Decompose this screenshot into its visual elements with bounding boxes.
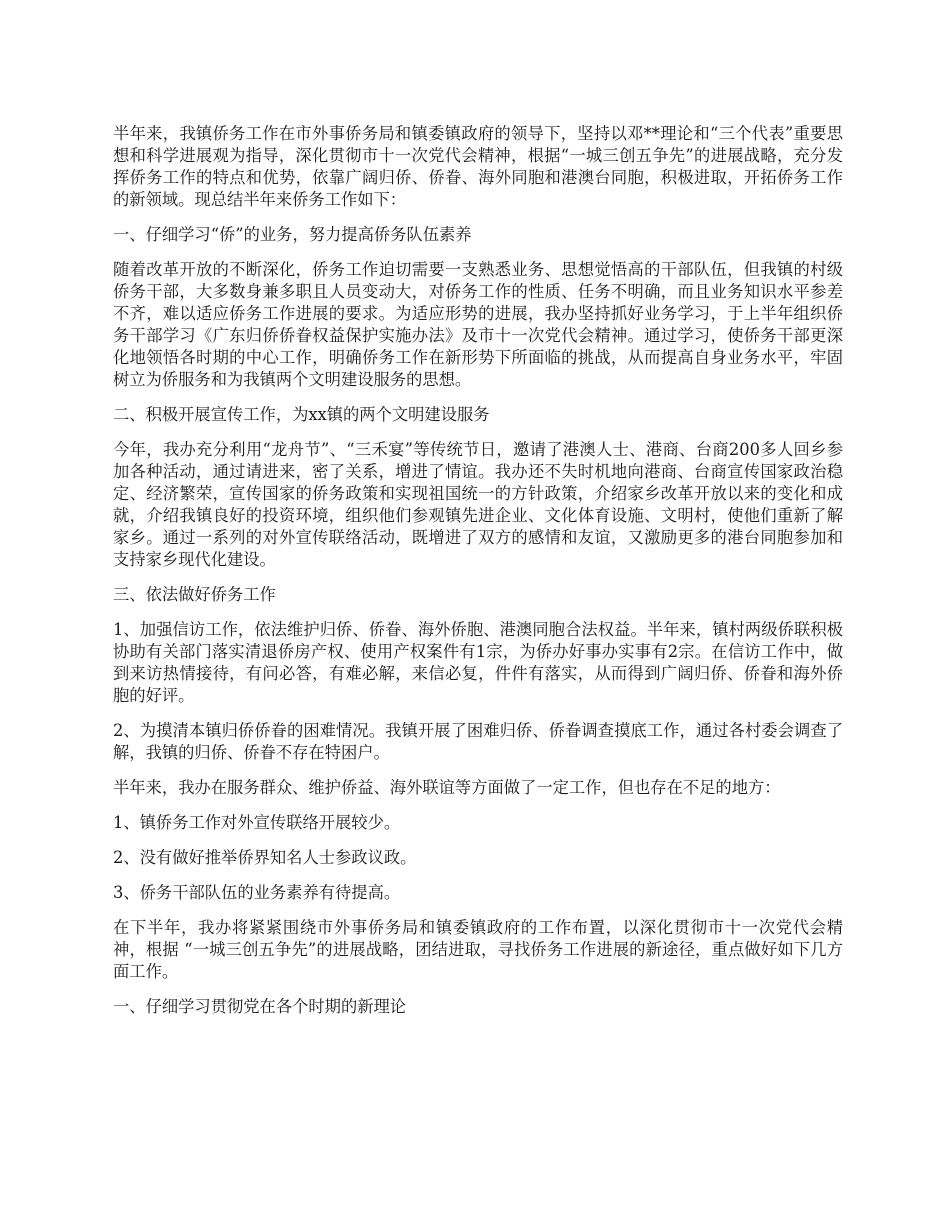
section-heading-law: 三、依法做好侨务工作 (113, 585, 276, 604)
law-item-2: 2、为摸清本镇归侨侨眷的困难情况。我镇开展了困难归侨、侨眷调查摸底工作，通过各村委会调查了解，我镇的归侨、侨眷不存在特困户。 (113, 721, 843, 762)
shortcoming-item-2: 2、没有做好推举侨界知名人士参政议政。 (113, 848, 417, 867)
intro-paragraph: 半年来，我镇侨务工作在市外事侨务局和镇委镇政府的领导下，坚持以邓**理论和“三个代表”重要思想和科学进展观为指导，深化贯彻市十一次党代会精神，根据“一城三创五争先”的进展战略，充分发挥侨务工作的特点和优势，依靠广阔归侨、侨眷、海外同胞和港澳台同胞，积极进取，开拓侨务工作的新领域。现总结半年来侨务工作如下： (113, 124, 843, 209)
shortcomings-intro: 半年来，我办在服务群众、维护侨益、海外联谊等方面做了一定工作，但也存在不足的地方： (113, 778, 781, 797)
section-heading-theory: 一、仔细学习贯彻党在各个时期的新理论 (113, 997, 407, 1016)
law-item-1: 1、加强信访工作，依法维护归侨、侨眷、海外侨胞、港澳同胞合法权益。半年来，镇村两级侨联积极协助有关部门落实清退侨房产权、使用产权案件有1宗，为侨办好事办实事有2宗。在信访工作中，做到来访热情接待，有问必答，有难必解，来信必复，件件有落实，从而得到广阔归侨、侨眷和海外侨胞的好评。 (113, 620, 843, 705)
shortcoming-item-1: 1、镇侨务工作对外宣传联络开展较少。 (113, 813, 401, 832)
document-body (113, 123, 843, 1031)
plan-paragraph: 在下半年，我办将紧紧围绕市外事侨务局和镇委镇政府的工作布置，以深化贯彻市十一次党代会精神，根据 “一城三创五争先”的进展战略，团结进取，寻找侨务工作进展的新途径，重点做好如下几方面工作。 (113, 918, 843, 981)
publicity-paragraph: 今年，我办充分利用“龙舟节”、“三禾宴”等传统节日，邀请了港澳人士、港商、台商200多人回乡参加各种活动，通过请进来，密了关系，增进了情谊。我办还不失时机地向港商、台商宣传国家政治稳定、经济繁荣，宣传国家的侨务政策和实现祖国统一的方针政策，介绍家乡改革开放以来的变化和成就，介绍我镇良好的投资环境，组织他们参观镇先进企业、文化体育设施、文明村，使他们重新了解家乡。通过一系列的对外宣传联络活动，既增进了双方的感情和友谊，又激励更多的港台同胞参加和支持家乡现代化建设。 (113, 440, 843, 569)
section-heading-publicity: 二、积极开展宣传工作，为xx镇的两个文明建设服务 (113, 405, 490, 424)
shortcoming-item-3: 3、侨务干部队伍的业务素养有待提高。 (113, 883, 401, 902)
section-heading-study: 一、仔细学习“侨”的业务，努力提高侨务队伍素养 (113, 225, 472, 244)
study-paragraph: 随着改革开放的不断深化，侨务工作迫切需要一支熟悉业务、思想觉悟高的干部队伍，但我镇的村级侨务干部，大多数身兼多职且人员变动大，对侨务工作的性质、任务不明确，而且业务知识水平参差不齐，难以适应侨务工作进展的要求。为适应形势的进展，我办坚持抓好业务学习，于上半年组织侨务干部学习《广东归侨侨眷权益保护实施办法》及市十一次党代会精神。通过学习，使侨务干部更深化地领悟各时期的中心工作，明确侨务工作在新形势下所面临的挑战，从而提高自身业务水平，牢固树立为侨服务和为我镇两个文明建设服务的思想。 (113, 260, 843, 389)
